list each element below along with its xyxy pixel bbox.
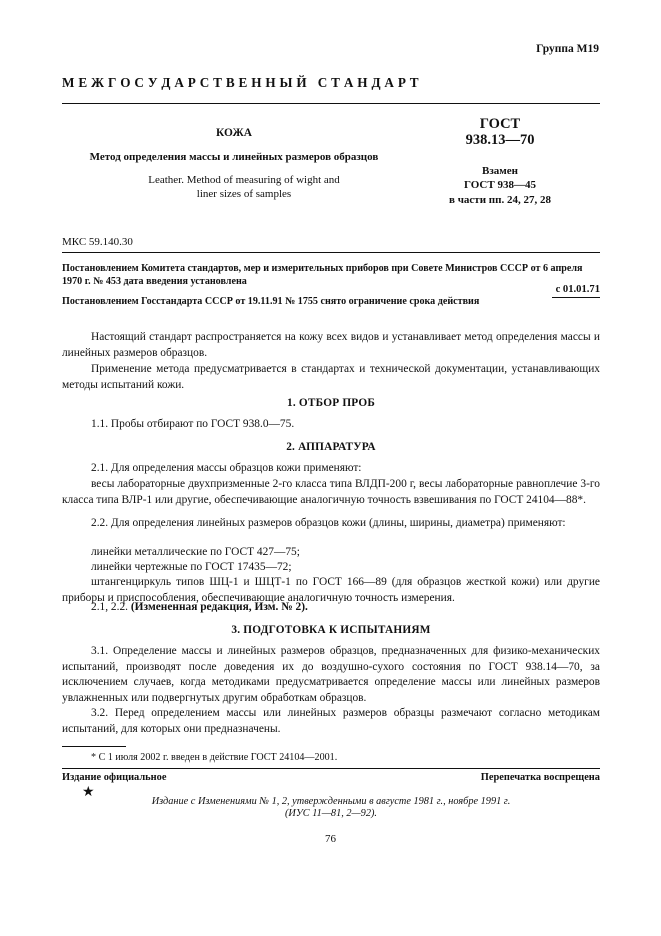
standard-header: М Е Ж Г О С У Д А Р С Т В Е Н Н Ы Й С Т А Н Д А Р Т <box>62 75 419 90</box>
mks-rule <box>62 252 600 253</box>
intro-paragraph: Применение метода предусматривается в стандартах и технической документации, устанавливающих методы испытаний кожи. <box>62 363 600 391</box>
amendment-text: (Измененная редакция, Изм. № 2). <box>130 601 308 613</box>
amendment-note <box>62 600 600 616</box>
decree-1991: Постановлением Госстандарта СССР от 19.11.91 № 1755 снято ограничение срока действия <box>62 296 480 307</box>
official-edition: Издание официальное <box>62 772 167 783</box>
section-heading: 2. АППАРАТУРА <box>286 441 376 453</box>
decree-1970: Постановлением Комитета стандартов, мер и измерительных приборов при Совете Министров СССР от 6 апреля 1970 г. № 453 дата введения установлена <box>62 263 583 287</box>
footer-rule <box>62 768 600 769</box>
intro-paragraph: Настоящий стандарт распространяется на кожу всех видов и устанавливает метод определения массы и линейных размеров образцов. <box>62 331 600 359</box>
footnote-rule <box>62 746 126 747</box>
effective-date: с 01.01.71 <box>555 284 600 295</box>
mks-code: МКС 59.140.30 <box>62 236 133 248</box>
section-paragraph: линейки чертежные по ГОСТ 17435—72; <box>91 561 292 573</box>
section-paragraph: штангенциркуль типов ШЦ-1 и ШЦТ-1 по ГОСТ 166—89 (для образцов жесткой кожи) или другие приборы и приспособления, обеспечивающие аналогичную точность измерения. <box>62 576 600 604</box>
footnote: * С 1 июля 2002 г. введен в действие ГОСТ 24104—2001. <box>91 752 338 763</box>
title-english: Leather. Method of measuring of wight and liner sizes of samples <box>148 174 340 200</box>
section-heading: 1. ОТБОР ПРОБ <box>287 397 375 409</box>
gost-label: ГОСТ <box>479 116 521 132</box>
edition-note: Издание с Изменениями № 1, 2, утвержденными в августе 1981 г., ноябре 1991 г. <box>151 796 511 807</box>
group-label: Группа М19 <box>536 43 599 55</box>
section-paragraph: 1.1. Пробы отбирают по ГОСТ 938.0—75. <box>91 418 295 430</box>
replace-parts: в части пп. 24, 27, 28 <box>449 194 551 206</box>
page-number: 76 <box>325 833 336 845</box>
replace-label: Взамен <box>482 165 518 177</box>
section-paragraph: 3.1. Определение массы и линейных размеров образцов, предназначенных для физико-механических испытаний, производят после доведения их до воздушно-сухого состояния по ГОСТ 938.14—70, за исключением случаев, когда методиками предусматривается определение массы или линейных размеров увлажненных или подвергнутых другим обработкам образцов. <box>62 645 600 704</box>
section-paragraph: 2.2. Для определения линейных размеров образцов кожи (длины, ширины, диаметра) применяют: <box>91 517 566 529</box>
section-paragraph: 2.1. Для определения массы образцов кожи применяют: <box>91 462 362 474</box>
title-subject: КОЖА <box>215 127 253 139</box>
section-paragraph: весы лабораторные двухпризменные 2-го класса типа ВЛДП-200 г, весы лабораторные равноплечие 3-го класса типа ВЛР-1 или другие, обеспечивающие аналогичную точность взвешивания по ГОСТ 24104—88*. <box>62 478 600 506</box>
section-paragraph: линейки металлические по ГОСТ 427—75; <box>91 546 300 558</box>
effective-date-rule <box>552 297 600 298</box>
edition-note-iuc: (ИУС 11—81, 2—92). <box>285 808 377 819</box>
section-paragraph: 3.2. Перед определением массы или линейных размеров образцы размечают согласно методикам испытаний, для которых они предназначены. <box>62 707 600 735</box>
section-heading: 3. ПОДГОТОВКА К ИСПЫТАНИЯМ <box>231 624 431 636</box>
reprint-prohibited: Перепечатка воспрещена <box>480 772 600 783</box>
gost-number: 938.13—70 <box>465 132 535 148</box>
title-method: Метод определения массы и линейных размеров образцов <box>89 151 379 163</box>
header-rule <box>62 103 600 104</box>
replace-gost: ГОСТ 938—45 <box>464 179 536 191</box>
amendment-prefix: 2.1, 2.2. <box>91 601 129 613</box>
star-icon: ★ <box>82 785 95 800</box>
